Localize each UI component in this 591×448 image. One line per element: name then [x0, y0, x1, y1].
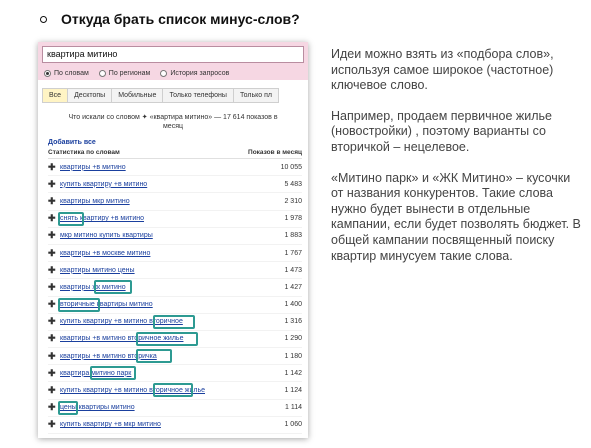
impressions-count: 1 180: [284, 352, 302, 360]
add-plus-icon[interactable]: ✚: [48, 230, 56, 241]
phrase-link[interactable]: квартиры +в митино: [60, 163, 126, 171]
impressions-count: 2 310: [284, 197, 302, 205]
paragraph-ideas: Идеи можно взять из «подбора слов», используя самое широкое (частотное) ключевое слово.: [331, 47, 554, 93]
table-row: [48, 365, 302, 382]
phrase-link[interactable]: квартиры +в митино вторичное жилье: [60, 335, 184, 343]
tab-all[interactable]: Все: [42, 88, 68, 103]
add-plus-icon[interactable]: ✚: [48, 161, 56, 172]
phrase-link[interactable]: квартиры мкр митино: [60, 197, 130, 205]
search-bar: [38, 42, 308, 66]
highlight-box: [153, 383, 193, 397]
table-row: [48, 400, 302, 417]
impressions-count: 1 883: [284, 232, 302, 240]
phrase-link[interactable]: снять квартиру +в митино: [60, 215, 145, 223]
phrase-link[interactable]: купить квартиру +в митино: [60, 180, 148, 188]
highlight-box: [94, 280, 132, 294]
add-plus-icon[interactable]: ✚: [48, 247, 56, 258]
add-plus-icon[interactable]: ✚: [48, 316, 56, 327]
add-plus-icon[interactable]: ✚: [48, 178, 56, 189]
wordstat-screenshot: [38, 42, 308, 438]
highlight-box: [136, 349, 172, 363]
impressions-count: 5 483: [284, 180, 302, 188]
add-all-link[interactable]: Добавить все: [48, 139, 96, 146]
impressions-count: 1 124: [284, 387, 302, 395]
radio-by-words[interactable]: По словам: [44, 70, 89, 77]
add-plus-icon[interactable]: ✚: [48, 419, 56, 430]
phrase-link[interactable]: мкр митино купить квартиры: [60, 232, 153, 240]
add-plus-icon[interactable]: ✚: [48, 281, 56, 292]
highlight-box: [153, 315, 195, 329]
impressions-count: 1 060: [284, 421, 302, 429]
highlight-box: [58, 212, 84, 226]
radio-dot-icon: [160, 70, 167, 77]
impressions-count: 1 400: [284, 301, 302, 309]
bullet-icon: [40, 16, 47, 23]
table-row: [48, 417, 302, 434]
impressions-count: 1 473: [284, 266, 302, 274]
stats-table: [48, 159, 302, 434]
add-plus-icon[interactable]: ✚: [48, 213, 56, 224]
column-header-words: Статистика по словам: [48, 149, 120, 156]
table-row: [48, 331, 302, 348]
table-row: [48, 297, 302, 314]
table-row: [48, 176, 302, 193]
device-tabs: [42, 88, 308, 103]
phrase-link[interactable]: вторичные квартиры митино: [60, 301, 153, 309]
table-row: [48, 193, 302, 210]
table-row: [48, 314, 302, 331]
impressions-count: 10 055: [280, 163, 302, 171]
add-plus-icon[interactable]: ✚: [48, 299, 56, 310]
tab-tablets-only[interactable]: Только пл: [234, 88, 279, 103]
add-plus-icon[interactable]: ✚: [48, 264, 56, 275]
phrase-link[interactable]: купить квартиру +в митино вторичное: [60, 318, 183, 326]
column-header-impressions: Показов в месяц: [248, 149, 302, 156]
phrase-link[interactable]: цены квартиры митино: [60, 404, 135, 412]
paragraph-example: Например, продаем первичное жилье (новостройки) , поэтому варианты со вторичкой – нецелевое.: [331, 108, 552, 154]
impressions-count: 1 142: [284, 369, 302, 377]
add-plus-icon[interactable]: ✚: [48, 402, 56, 413]
impressions-count: 1 290: [284, 335, 302, 343]
add-plus-icon[interactable]: ✚: [48, 195, 56, 206]
phrase-link[interactable]: квартиры +в москве митино: [60, 249, 151, 257]
tab-mobile[interactable]: Мобильные: [112, 88, 163, 103]
impressions-count: 1 114: [285, 404, 302, 412]
table-row: [48, 382, 302, 399]
add-plus-icon[interactable]: ✚: [48, 350, 56, 361]
slide-heading: [40, 11, 300, 27]
table-row: [48, 279, 302, 296]
phrase-link[interactable]: купить квартиру +в мкр митино: [60, 421, 161, 429]
add-plus-icon[interactable]: ✚: [48, 385, 56, 396]
table-row: [48, 211, 302, 228]
search-mode-radios: [38, 66, 308, 80]
phrase-link[interactable]: квартиры митино цены: [60, 266, 135, 274]
impressions-count: 1 767: [284, 249, 302, 257]
explanation-text: [331, 47, 581, 279]
table-header: [48, 149, 302, 159]
results-summary: Что искали со словом ✦ «квартира митино» — 17 614 показов в месяц: [68, 114, 278, 130]
table-row: [48, 159, 302, 176]
search-input[interactable]: квартира митино: [42, 46, 304, 63]
tab-phones-only[interactable]: Только телефоны: [163, 88, 234, 103]
highlight-box: [90, 366, 136, 380]
phrase-link[interactable]: купить квартиру +в митино вторичное жилье: [60, 387, 205, 395]
highlight-box: [136, 332, 198, 346]
radio-by-regions[interactable]: По регионам: [99, 70, 151, 77]
impressions-count: 1 978: [284, 215, 302, 223]
tab-desktops[interactable]: Десктопы: [68, 88, 112, 103]
radio-dot-icon: [44, 70, 51, 77]
impressions-count: 1 316: [284, 318, 302, 326]
impressions-count: 1 427: [284, 283, 302, 291]
paragraph-competitors: «Митино парк» и «ЖК Митино» – кусочки от названия конкурентов. Такие слова нужно будет вынести в отдельные кампании, если будет позволять бюджет. В общей кампании посвященный поиску квартир минусуем такие слова.: [331, 170, 581, 263]
radio-dot-icon: [99, 70, 106, 77]
radio-history[interactable]: История запросов: [160, 70, 229, 77]
slide-title: Откуда брать список минус-слов?: [61, 11, 300, 27]
phrase-link[interactable]: квартиры +в митино вторичка: [60, 352, 157, 360]
phrase-link[interactable]: квартира митино парк: [60, 369, 132, 377]
highlight-box: [58, 401, 78, 415]
add-plus-icon[interactable]: ✚: [48, 333, 56, 344]
table-row: [48, 348, 302, 365]
table-row: [48, 228, 302, 245]
add-plus-icon[interactable]: ✚: [48, 367, 56, 378]
phrase-link[interactable]: квартиры жк митино: [60, 283, 126, 291]
highlight-box: [58, 298, 100, 312]
table-row: [48, 262, 302, 279]
table-row: [48, 245, 302, 262]
